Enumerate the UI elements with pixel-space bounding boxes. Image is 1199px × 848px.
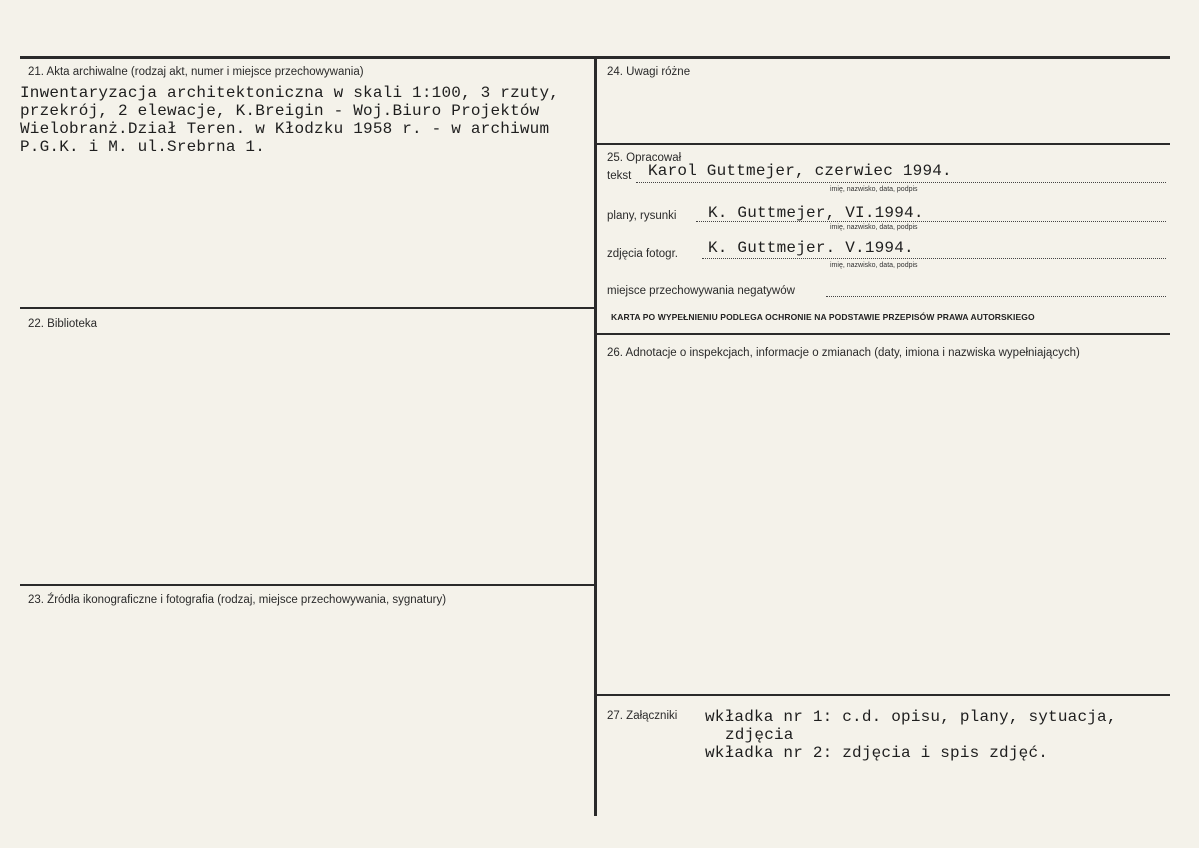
plany-label: plany, rysunki — [607, 210, 677, 222]
rule-22-23 — [20, 584, 596, 586]
section-27-line-2: zdjęcia — [725, 726, 794, 744]
section-27-label: 27. Załączniki — [607, 710, 678, 722]
section-21-line-4: P.G.K. i M. ul.Srebrna 1. — [20, 138, 266, 156]
section-21-line-2: przekrój, 2 elewacje, K.Breigin - Woj.Biuro Projektów — [20, 102, 540, 120]
plany-value: K. Guttmejer, VI.1994. — [708, 204, 924, 222]
rule-25-26 — [596, 333, 1170, 335]
zdjecia-value: K. Guttmejer. V.1994. — [708, 239, 914, 257]
zdjecia-label: zdjęcia fotogr. — [607, 248, 678, 260]
tekst-caption: imię, nazwisko, data, podpis — [830, 186, 918, 193]
zdjecia-caption: imię, nazwisko, data, podpis — [830, 262, 918, 269]
section-24-label: 24. Uwagi różne — [607, 66, 691, 78]
tekst-dotted-line — [636, 182, 1166, 183]
center-divider — [594, 56, 597, 816]
plany-caption: imię, nazwisko, data, podpis — [830, 224, 918, 231]
section-22-label: 22. Biblioteka — [28, 318, 98, 330]
copyright-notice: KARTA PO WYPEŁNIENIU PODLEGA OCHRONIE NA PODSTAWIE PRZEPISÓW PRAWA AUTORSKIEGO — [611, 312, 1035, 322]
section-21-text — [20, 84, 559, 156]
negatywy-label: miejsce przechowywania negatywów — [607, 285, 795, 297]
section-21-label: 21. Akta archiwalne (rodzaj akt, numer i miejsce przechowywania) — [28, 66, 364, 78]
tekst-label: tekst — [607, 170, 632, 182]
section-27-line-1: wkładka nr 1: c.d. opisu, plany, sytuacja, — [705, 708, 1117, 726]
section-25-label: 25. Opracował — [607, 152, 682, 164]
section-21-line-3: Wielobranż.Dział Teren. w Kłodzku 1958 r. - w archiwum — [20, 120, 550, 138]
tekst-value: Karol Guttmejer, czerwiec 1994. — [648, 162, 952, 180]
section-26-label: 26. Adnotacje o inspekcjach, informacje o zmianach (daty, imiona i nazwiska wypełniających) — [607, 347, 1080, 359]
rule-21-22 — [20, 307, 596, 309]
rule-24-25 — [596, 143, 1170, 145]
section-23-label: 23. Źródła ikonograficzne i fotografia (rodzaj, miejsce przechowywania, sygnatury) — [28, 594, 447, 606]
zdjecia-dotted-line — [702, 258, 1166, 259]
negatywy-dotted-line — [826, 296, 1166, 297]
rule-26-27 — [596, 694, 1170, 696]
section-21-line-1: Inwentaryzacja architektoniczna w skali 1:100, 3 rzuty, — [20, 84, 560, 102]
section-27-line-3: wkładka nr 2: zdjęcia i spis zdjęć. — [705, 744, 1049, 762]
